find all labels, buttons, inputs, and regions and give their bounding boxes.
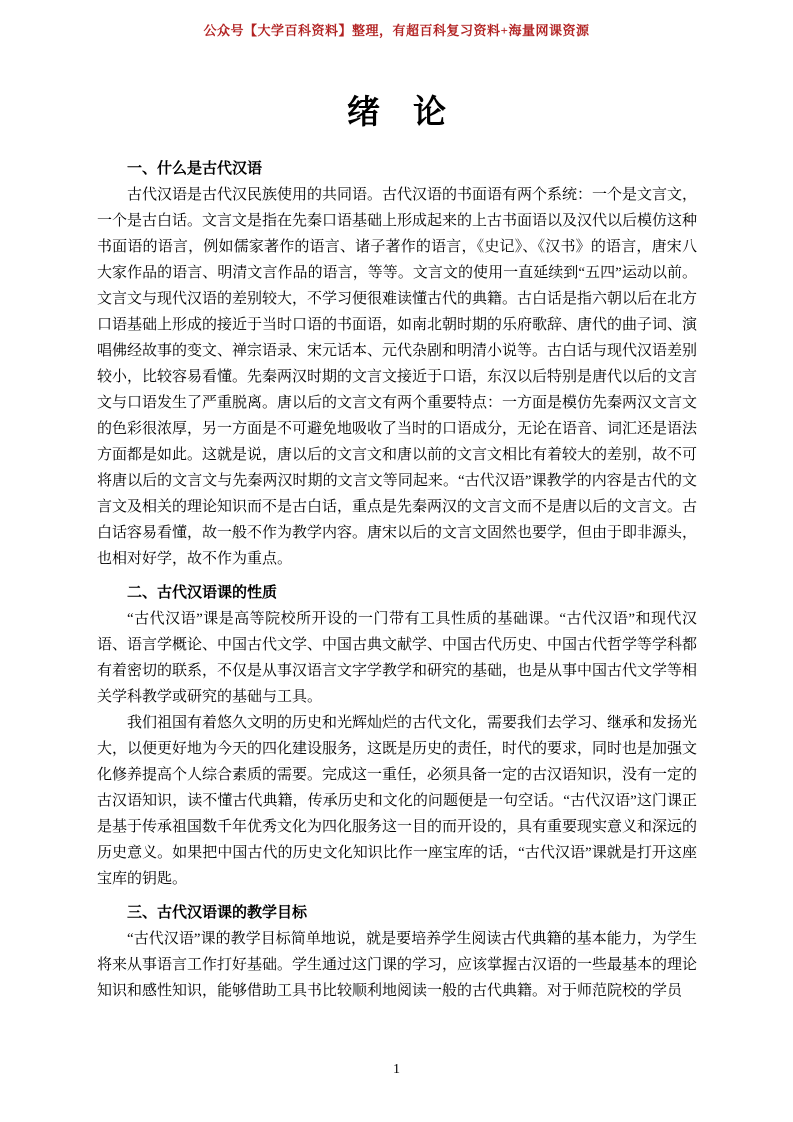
section-heading-1: 一、什么是古代汉语 [127,161,263,177]
page-title: 绪 论 [347,95,446,131]
page-number: 1 [393,1062,400,1077]
paragraph: “古代汉语”课的教学目标简单地说，就是要培养学生阅读古代典籍的基本能力，为学生将来从事语言工作打好基础。学生通过这门课的学习，应该掌握古汉语的一些最基本的理论知识和感性知识，能够借助工具书比较顺利地阅读一般的古代典籍。对于师范院校的学员 [97,931,698,999]
section-heading-3: 三、古代汉语课的教学目标 [127,905,308,921]
paragraph: 我们祖国有着悠久文明的历史和光辉灿烂的古代文化，需要我们去学习、继承和发扬光大，以便更好地为今天的四化建设服务，这既是历史的责任，时代的要求，同时也是加强文化修养提高个人综合素质的需要。完成这一重任，必须具备一定的古汉语知识，没有一定的古汉语知识，读不懂古代典籍，传承历史和文化的问题便是一句空话。“古代汉语”这门课正是基于传承祖国数千年优秀文化为四化服务这一目的而开设的，具有重要现实意义和深远的历史意义。如果把中国古代的历史文化知识比作一座宝库的话，“古代汉语”课就是打开这座宝库的钥匙。 [97,715,698,887]
section-heading-2: 二、古代汉语课的性质 [127,585,278,601]
page-header: 公众号【大学百科资料】整理，有超百科复习资料+海量网课资源 [203,23,590,38]
document-body [97,156,697,1004]
paragraph: “古代汉语”课是高等院校所开设的一门带有工具性质的基础课。“古代汉语”和现代汉语、语言学概论、中国古代文学、中国古典文献学、中国古代历史、中国古代哲学等学科都有着密切的联系，不仅是从事汉语言文字学教学和研究的基础，也是从事中国古代文学等相关学科教学或研究的基础与工具。 [97,611,698,705]
paragraph: 古代汉语是古代汉民族使用的共同语。古代汉语的书面语有两个系统：一个是文言文，一个是古白话。文言文是指在先秦口语基础上形成起来的上古书面语以及汉代以后模仿这种书面语的语言，例如儒家著作的语言、诸子著作的语言，《史记》、《汉书》的语言，唐宋八大家作品的语言、明清文言作品的语言，等等。文言文的使用一直延续到“五四”运动以前。文言文与现代汉语的差别较大，不学习便很难读懂古代的典籍。古白话是指六朝以后在北方口语基础上形成的接近于当时口语的书面语，如南北朝时期的乐府歌辞、唐代的曲子词、演唱佛经故事的变文、禅宗语录、宋元话本、元代杂剧和明清小说等。古白话与现代汉语差别较小，比较容易看懂。先秦两汉时期的文言文接近于口语，东汉以后特别是唐代以后的文言文与口语发生了严重脱离。唐以后的文言文有两个重要特点：一方面是模仿先秦两汉文言文的色彩很浓厚，另一方面是不可避免地吸收了当时的口语成分，无论在语音、词汇还是语法方面都是如此。这就是说，唐以后的文言文和唐以前的文言文相比有着较大的差别，故不可将唐以后的文言文与先秦两汉时期的文言文等同起来。“古代汉语”课教学的内容是古代的文言文及相关的理论知识而不是古白话，重点是先秦两汉的文言文而不是唐以后的文言文。古白话容易看懂，故一般不作为教学内容。唐宋以后的文言文固然也要学，但由于即非源头，也相对好学，故不作为重点。 [97,187,698,567]
